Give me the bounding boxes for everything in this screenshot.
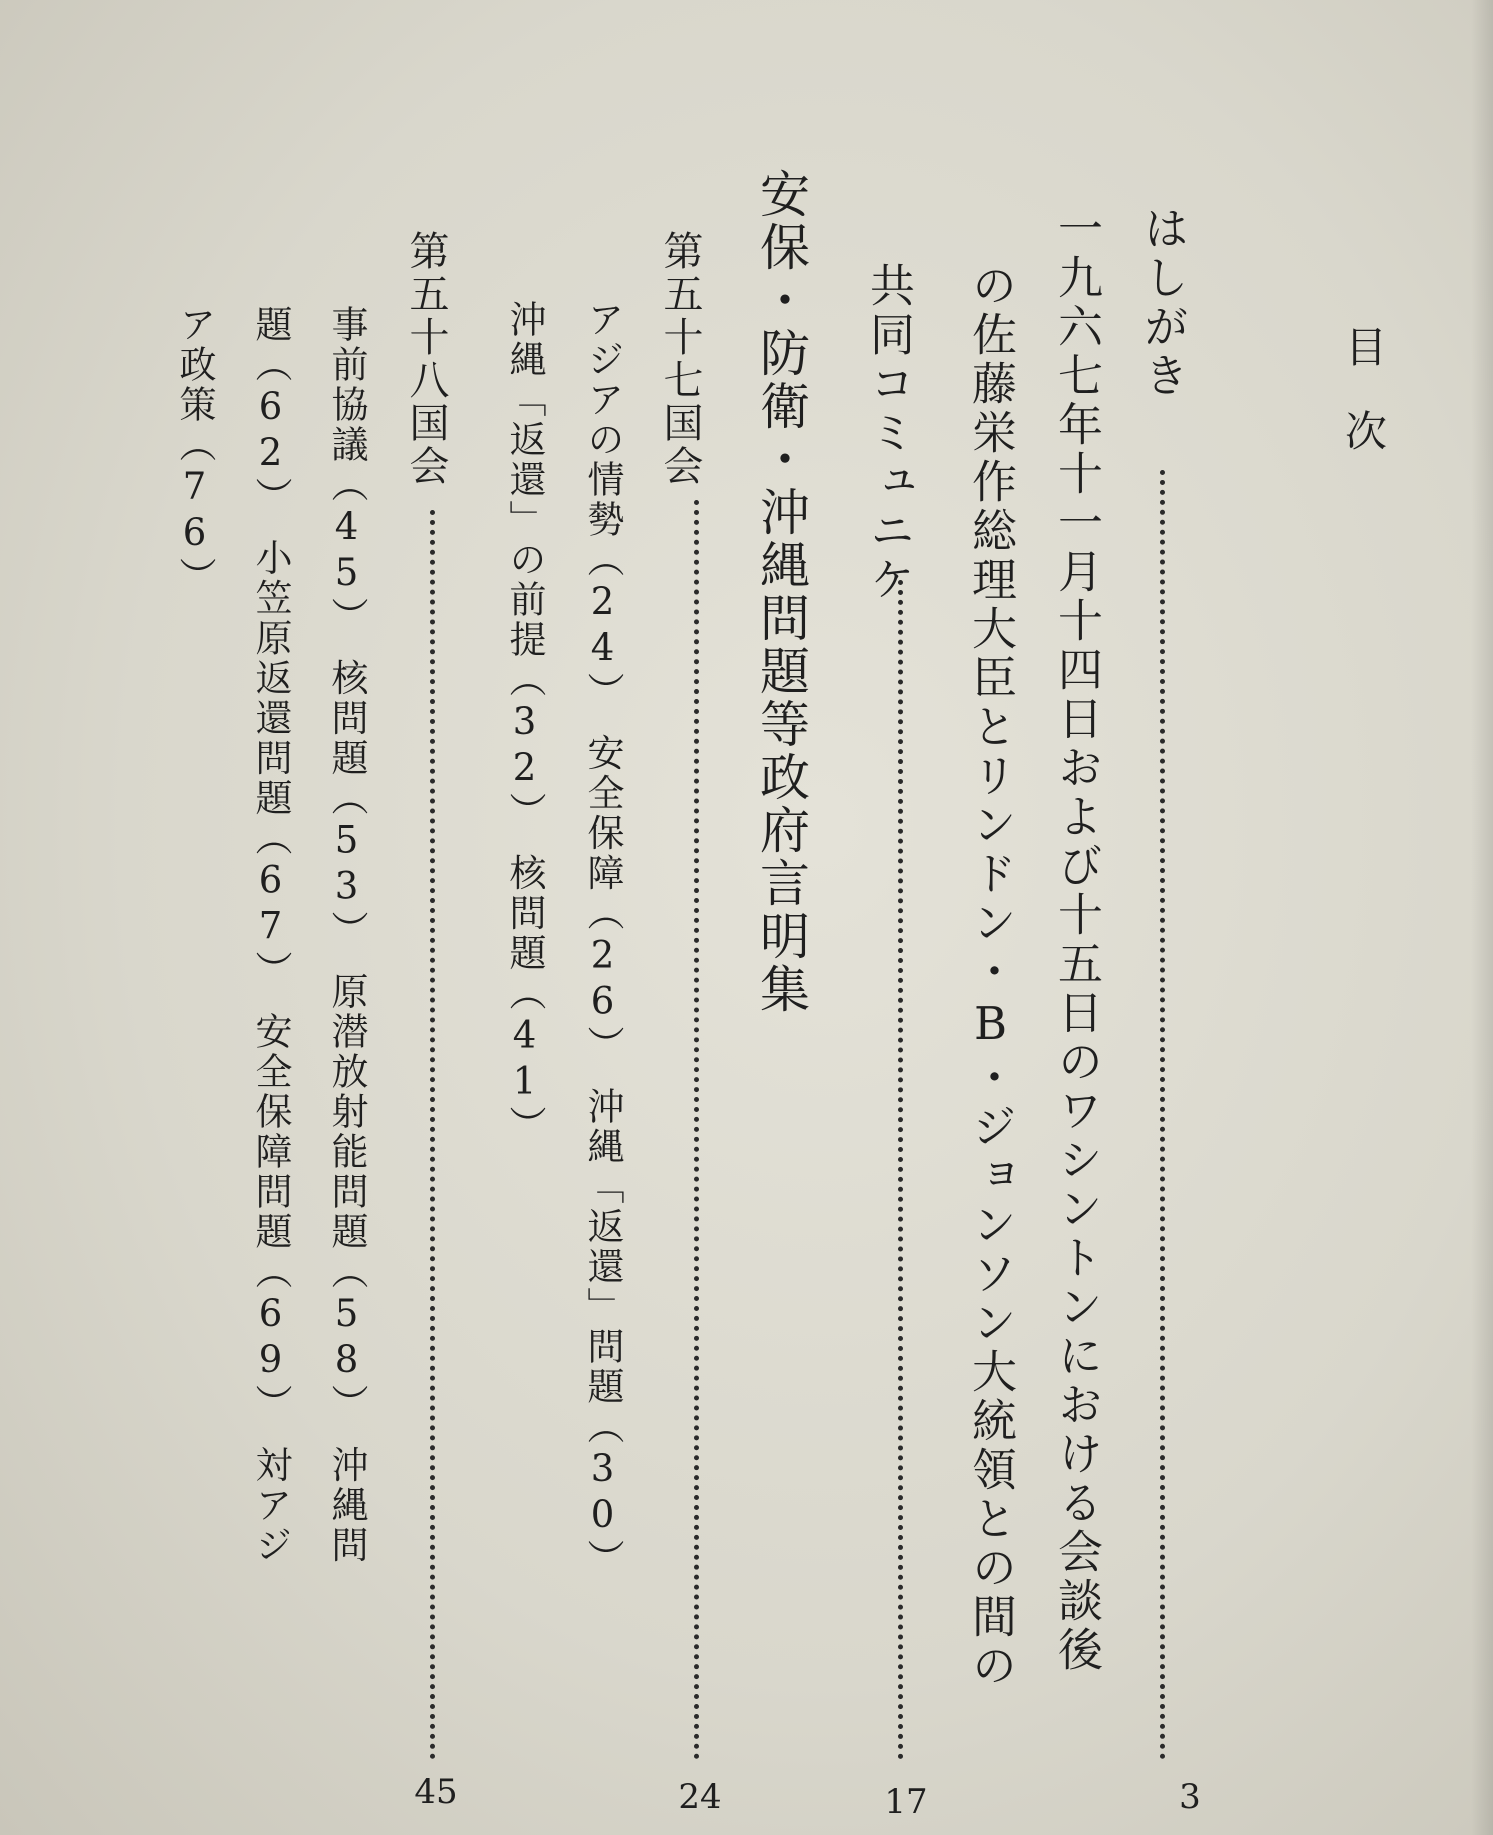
toc-subentry-diet57-line1: アジアの情勢（24） 安全保障（26） 沖縄「返還」問題（30） <box>581 300 624 1579</box>
toc-subentry-diet58-line1: 事前協議（45） 核問題（53） 原潜放射能問題（58） 沖縄問 <box>325 305 368 1566</box>
toc-page-number-hashigaki: 3 <box>1179 1777 1201 1817</box>
toc-title: 目次 <box>1339 325 1388 493</box>
toc-entry-hashigaki-label: はしがき <box>1136 205 1189 401</box>
toc-entry-communique-line3: 共同コミュニケ <box>862 262 915 605</box>
toc-leader-hashigaki <box>1160 470 1165 1760</box>
toc-subentry-diet58-line3: ア政策（76） <box>173 305 216 597</box>
toc-entry-communique-line1: 一九六七年十一月十四日および十五日のワシントンにおける会談後 <box>1050 205 1103 1675</box>
toc-section-collection: 安保・防衛・沖縄問題等政府言明集 <box>752 168 810 1016</box>
toc-leader-diet57 <box>694 500 699 1760</box>
toc-subentry-diet58-line2: 題（62） 小笠原返還問題（67） 安全保障問題（69） 対アジ <box>249 305 292 1566</box>
toc-page-number-diet58: 45 <box>414 1772 458 1812</box>
toc-leader-communique <box>898 580 903 1760</box>
toc-entry-diet58-label: 第五十八国会 <box>403 230 449 488</box>
toc-entry-communique-line2: の佐藤栄作総理大臣とリンドン・B・ジョンソン大統領との間の <box>964 262 1017 1691</box>
toc-page-number-diet57: 24 <box>678 1777 722 1817</box>
toc-leader-diet58 <box>430 510 435 1760</box>
toc-subentry-diet57-line2: 沖縄「返還」の前提（32） 核問題（41） <box>503 300 546 1146</box>
toc-page-number-communique: 17 <box>884 1782 928 1822</box>
toc-entry-diet57-label: 第五十七国会 <box>657 230 703 488</box>
page-edge-shadow <box>1471 0 1493 1835</box>
